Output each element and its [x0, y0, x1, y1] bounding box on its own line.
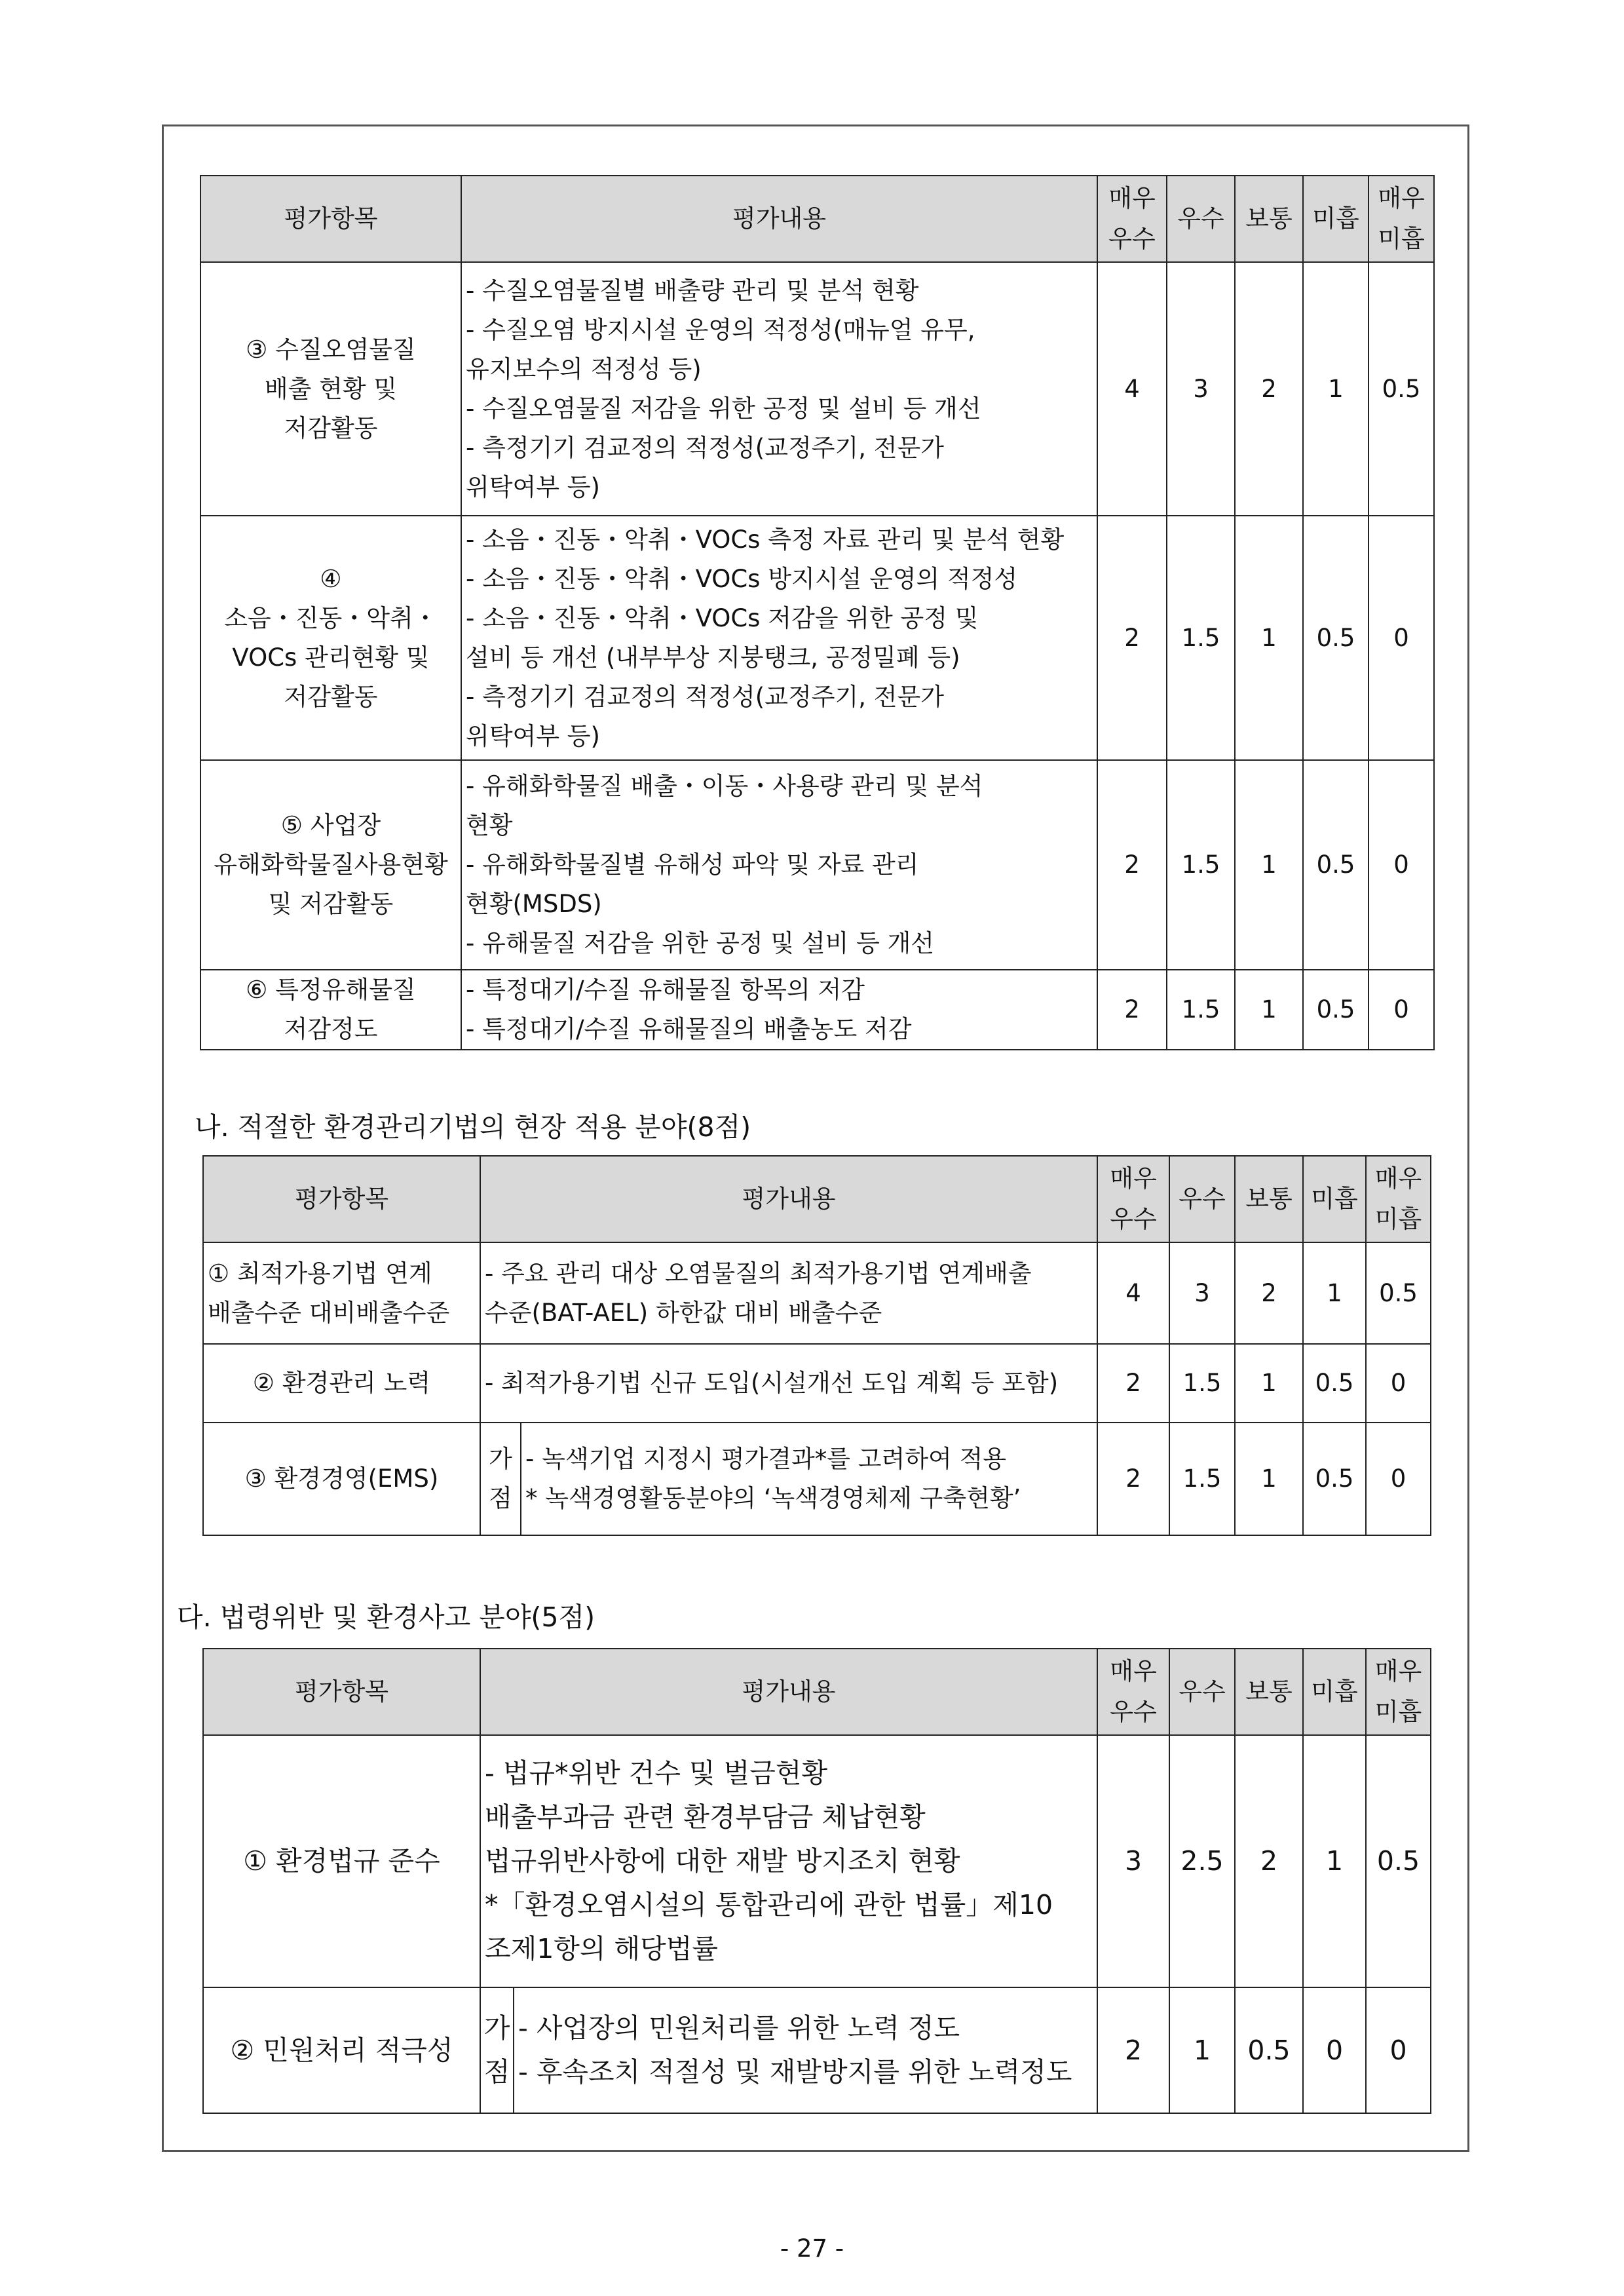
- header-grade-line: 우수: [1110, 1205, 1157, 1233]
- header-grade: [1097, 176, 1167, 262]
- item-line: ② 환경관리 노력: [252, 1369, 431, 1397]
- content-line: - 최적가용기법 신규 도입(시설개선 도입 계획 등 포함): [485, 1369, 1059, 1397]
- cell-content: [461, 760, 1097, 970]
- cell-score: 0.5: [1303, 516, 1369, 760]
- content-line: 위탁여부 등): [466, 472, 600, 501]
- table-header-row: [203, 1649, 1431, 1735]
- table-row: [200, 262, 1434, 516]
- header-grade: 우수: [1167, 176, 1235, 262]
- content-line: - 유해화학물질별 유해성 파악 및 자료 관리: [466, 851, 919, 879]
- table-row: [203, 1987, 1431, 2113]
- table-row: [200, 970, 1434, 1050]
- cell-content: [514, 1987, 1097, 2113]
- cell-tag: [480, 1987, 514, 2113]
- cell-content: [461, 970, 1097, 1050]
- header-grade: [1366, 1649, 1431, 1735]
- header-grade: 우수: [1169, 1649, 1235, 1735]
- cell-score: 4: [1097, 1242, 1169, 1344]
- item-line: ① 환경법규 준수: [243, 1845, 440, 1877]
- item-line: 유해화학물질사용현황: [214, 851, 448, 879]
- cell-item: [203, 1987, 480, 2113]
- content-line: 유지보수의 적정성 등): [466, 354, 702, 383]
- content-line: 수준(BAT-AEL) 하한값 대비 배출수준: [485, 1298, 882, 1327]
- content-line: - 소음・진동・악취・VOCs 측정 자료 관리 및 분석 현황: [466, 525, 1065, 554]
- cell-score: 3: [1167, 262, 1235, 516]
- content-line: - 수질오염 방지시설 운영의 적정성(매뉴얼 유무,: [466, 315, 975, 344]
- content-line: 현황(MSDS): [466, 890, 602, 918]
- content-line: 설비 등 개선 (내부부상 지붕탱크, 공정밀폐 등): [466, 643, 960, 672]
- table-header-row: [200, 176, 1434, 262]
- cell-content: [480, 1735, 1097, 1987]
- content-line: - 후속조치 적절성 및 재발방지를 위한 노력정도: [518, 2056, 1072, 2088]
- table-row: [203, 1735, 1431, 1987]
- content-line: - 측정기기 검교정의 적정성(교정주기, 전문가: [466, 433, 944, 462]
- cell-score: 1.5: [1169, 1344, 1235, 1423]
- item-line: ① 최적가용기법 연계: [208, 1259, 432, 1288]
- cell-score: 0.5: [1366, 1735, 1431, 1987]
- table-row: [200, 516, 1434, 760]
- header-item: 평가항목: [203, 1156, 480, 1242]
- cell-score: 1: [1235, 970, 1303, 1050]
- header-grade-line: 매우: [1108, 184, 1156, 212]
- cell-score: 1: [1235, 1423, 1303, 1535]
- cell-score: 1.5: [1169, 1423, 1235, 1535]
- cell-item: [203, 1242, 480, 1344]
- cell-score: 4: [1097, 262, 1167, 516]
- item-line: ③ 환경경영(EMS): [244, 1464, 439, 1493]
- cell-score: 2: [1097, 1344, 1169, 1423]
- item-line: VOCs 관리현황 및: [232, 643, 430, 672]
- table-row: [203, 1242, 1431, 1344]
- cell-item: [200, 262, 461, 516]
- cell-score: 0: [1369, 760, 1434, 970]
- content-line: - 주요 관리 대상 오염물질의 최적가용기법 연계배출: [485, 1259, 1032, 1288]
- cell-content: [480, 1344, 1097, 1423]
- cell-score: 0: [1303, 1987, 1366, 2113]
- content-line: - 소음・진동・악취・VOCs 방지시설 운영의 적정성: [466, 564, 1018, 593]
- header-grade: [1369, 176, 1434, 262]
- tag-line: 가: [483, 2012, 510, 2044]
- content-line: * 녹색경영활동분야의 ‘녹색경영체제 구축현황’: [525, 1484, 1021, 1512]
- cell-score: 1: [1303, 1735, 1366, 1987]
- cell-score: 0: [1366, 1344, 1431, 1423]
- header-grade: [1366, 1156, 1431, 1242]
- content-line: - 소음・진동・악취・VOCs 저감을 위한 공정 및: [466, 603, 979, 632]
- cell-score: 1: [1235, 760, 1303, 970]
- content-line: - 녹색기업 지정시 평가결과*를 고려하여 적용: [525, 1445, 1007, 1473]
- content-line: - 수질오염물질별 배출량 관리 및 분석 현황: [466, 276, 919, 305]
- header-grade-line: 매우: [1110, 1164, 1157, 1193]
- cell-content: [521, 1423, 1097, 1535]
- evaluation-table-2: [202, 1155, 1431, 1536]
- cell-score: 2: [1097, 1423, 1169, 1535]
- content-line: 조제1항의 해당법률: [485, 1933, 718, 1964]
- section-heading-na: 나. 적절한 환경관리기법의 현장 적용 분야(8점): [195, 1111, 751, 1143]
- item-line: 소음・진동・악취・: [224, 603, 438, 632]
- header-grade-line: 매우: [1378, 184, 1425, 212]
- evaluation-table-3: [202, 1648, 1431, 2114]
- cell-tag: [480, 1423, 521, 1535]
- content-line: 법규위반사항에 대한 재발 방지조치 현황: [485, 1845, 960, 1877]
- header-grade-line: 우수: [1108, 225, 1156, 253]
- header-grade: [1097, 1649, 1169, 1735]
- cell-item: [203, 1423, 480, 1535]
- cell-score: 0.5: [1303, 760, 1369, 970]
- cell-content: [461, 262, 1097, 516]
- item-line: ⑤ 사업장: [280, 811, 381, 839]
- cell-score: 0.5: [1369, 262, 1434, 516]
- cell-item: [200, 760, 461, 970]
- item-line: ④: [320, 564, 342, 593]
- tag-line: 점: [489, 1484, 512, 1512]
- cell-score: 1.5: [1167, 970, 1235, 1050]
- content-line: 배출부과금 관련 환경부담금 체납현황: [485, 1801, 926, 1833]
- content-line: - 특정대기/수질 유해물질의 배출농도 저감: [466, 1015, 912, 1043]
- section-heading-da: 다. 법령위반 및 환경사고 분야(5점): [177, 1601, 595, 1633]
- cell-item: [200, 516, 461, 760]
- cell-score: 0: [1369, 516, 1434, 760]
- cell-score: 2: [1235, 262, 1303, 516]
- header-grade-line: 매우: [1374, 1164, 1422, 1193]
- cell-item: [203, 1735, 480, 1987]
- content-line: 위탁여부 등): [466, 721, 600, 750]
- item-line: 저감정도: [284, 1015, 378, 1043]
- cell-score: 2: [1097, 1987, 1169, 2113]
- item-line: 배출수준 대비배출수준: [208, 1298, 450, 1327]
- tag-line: 가: [489, 1445, 512, 1473]
- cell-score: 1: [1303, 1242, 1366, 1344]
- cell-score: 1: [1169, 1987, 1235, 2113]
- cell-content: [461, 516, 1097, 760]
- cell-content: [480, 1242, 1097, 1344]
- header-grade: 보통: [1235, 1156, 1303, 1242]
- cell-score: 3: [1097, 1735, 1169, 1987]
- item-line: ⑥ 특정유해물질: [246, 976, 416, 1004]
- page-number: - 27 -: [780, 2234, 844, 2263]
- cell-score: 1.5: [1167, 516, 1235, 760]
- cell-score: 1: [1235, 1344, 1303, 1423]
- content-line: - 사업장의 민원처리를 위한 노력 정도: [518, 2012, 960, 2044]
- cell-score: 1: [1235, 516, 1303, 760]
- header-grade-line: 미흡: [1374, 1205, 1422, 1233]
- content-line: - 측정기기 검교정의 적정성(교정주기, 전문가: [466, 682, 944, 711]
- table-header-row: [203, 1156, 1431, 1242]
- header-grade-line: 미흡: [1378, 225, 1425, 253]
- header-grade: 미흡: [1303, 1649, 1366, 1735]
- header-grade: 미흡: [1303, 176, 1369, 262]
- cell-score: 0: [1366, 1423, 1431, 1535]
- content-line: 현황: [466, 811, 513, 839]
- cell-score: 0.5: [1303, 1344, 1366, 1423]
- cell-score: 0: [1369, 970, 1434, 1050]
- cell-score: 2.5: [1169, 1735, 1235, 1987]
- header-content: 평가내용: [480, 1649, 1097, 1735]
- table-row: [203, 1344, 1431, 1423]
- item-line: ② 민원처리 적극성: [230, 2034, 453, 2066]
- header-grade-line: 우수: [1110, 1698, 1157, 1726]
- item-line: 배출 현황 및: [264, 374, 398, 403]
- item-line: ③ 수질오염물질: [246, 335, 416, 364]
- cell-score: 2: [1235, 1242, 1303, 1344]
- item-line: 및 저감활동: [268, 890, 394, 918]
- cell-score: 1: [1303, 262, 1369, 516]
- content-line: *「환경오염시설의 통합관리에 관한 법률」제10: [485, 1889, 1053, 1921]
- table-row: [203, 1423, 1431, 1535]
- header-grade: 미흡: [1303, 1156, 1366, 1242]
- header-grade: [1097, 1156, 1169, 1242]
- content-line: - 법규*위반 건수 및 벌금현황: [485, 1757, 828, 1789]
- tag-line: 점: [483, 2056, 510, 2088]
- header-grade-line: 매우: [1374, 1657, 1422, 1685]
- cell-score: 1.5: [1167, 760, 1235, 970]
- cell-score: 0.5: [1303, 1423, 1366, 1535]
- content-line: - 유해화학물질 배출・이동・사용량 관리 및 분석: [466, 772, 983, 800]
- table-row: [200, 760, 1434, 970]
- cell-score: 2: [1097, 516, 1167, 760]
- cell-score: 3: [1169, 1242, 1235, 1344]
- cell-score: 0: [1366, 1987, 1431, 2113]
- header-item: 평가항목: [200, 176, 461, 262]
- cell-score: 0.5: [1366, 1242, 1431, 1344]
- header-content: 평가내용: [461, 176, 1097, 262]
- header-grade-line: 매우: [1110, 1657, 1157, 1685]
- content-line: - 유해물질 저감을 위한 공정 및 설비 등 개선: [466, 929, 935, 957]
- header-grade-line: 미흡: [1374, 1698, 1422, 1726]
- cell-item: [200, 970, 461, 1050]
- content-line: - 수질오염물질 저감을 위한 공정 및 설비 등 개선: [466, 394, 981, 423]
- cell-score: 2: [1097, 970, 1167, 1050]
- evaluation-table-1: [200, 175, 1435, 1050]
- header-grade: 보통: [1235, 176, 1303, 262]
- cell-score: 0.5: [1303, 970, 1369, 1050]
- header-grade: 우수: [1169, 1156, 1235, 1242]
- item-line: 저감활동: [284, 682, 378, 711]
- header-grade: 보통: [1235, 1649, 1303, 1735]
- cell-item: [203, 1344, 480, 1423]
- cell-score: 0.5: [1235, 1987, 1303, 2113]
- cell-score: 2: [1097, 760, 1167, 970]
- item-line: 저감활동: [284, 413, 378, 442]
- header-item: 평가항목: [203, 1649, 480, 1735]
- content-line: - 특정대기/수질 유해물질 항목의 저감: [466, 976, 865, 1004]
- header-content: 평가내용: [480, 1156, 1097, 1242]
- cell-score: 2: [1235, 1735, 1303, 1987]
